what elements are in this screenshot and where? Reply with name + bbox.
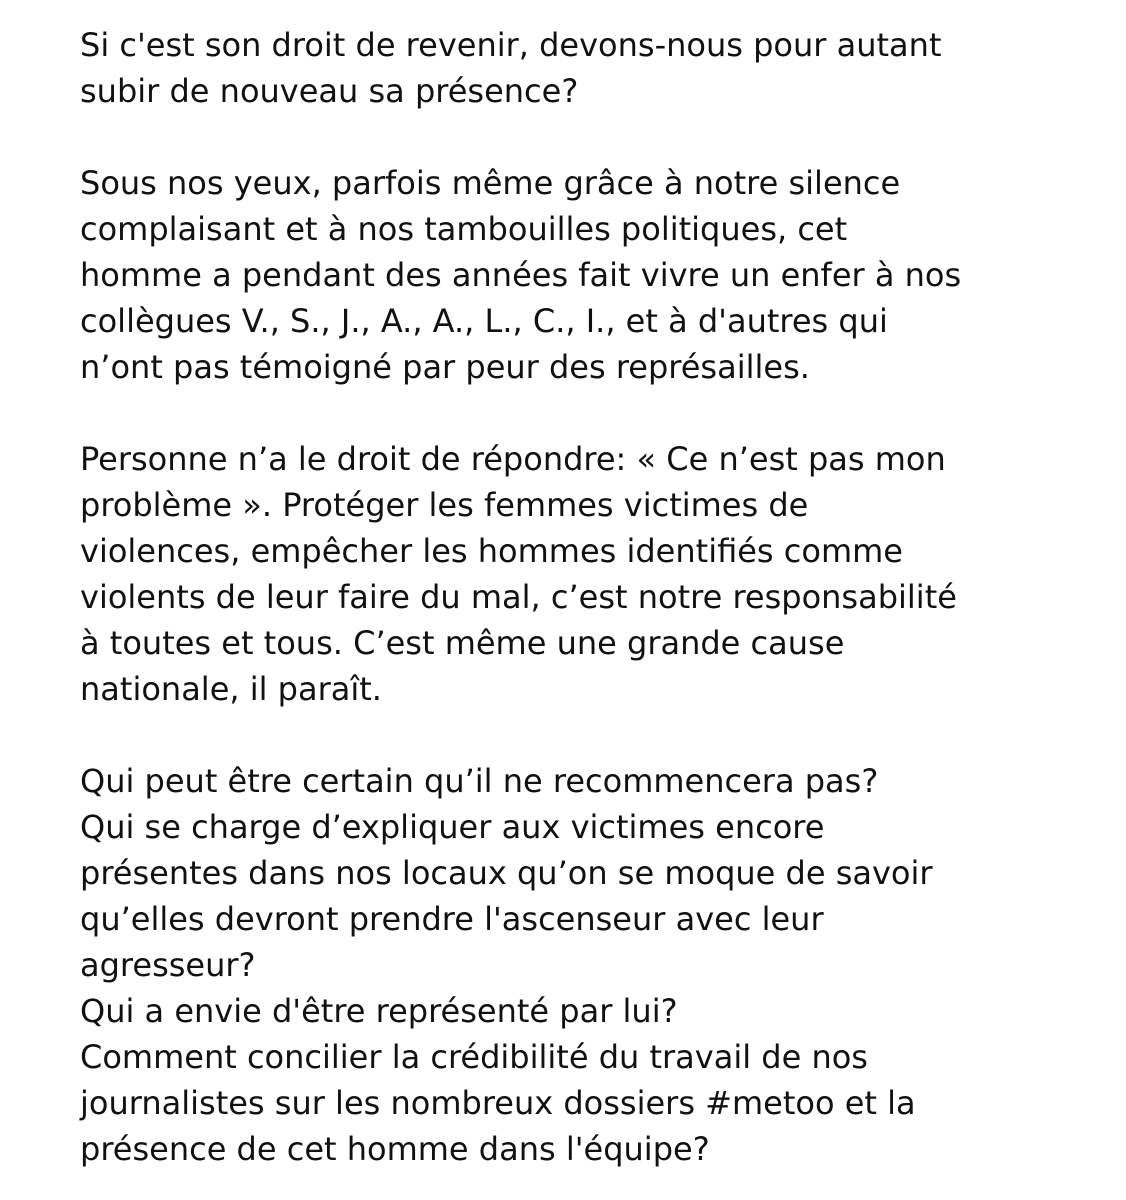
text-line: collègues V., S., J., A., A., L., C., I., et à d'autres qui — [80, 302, 888, 340]
text-line: Qui se charge d’expliquer aux victimes encore — [80, 808, 825, 846]
text-line: complaisant et à nos tambouilles politiques, cet — [80, 210, 848, 248]
text-line: homme a pendant des années fait vivre un enfer à nos — [80, 256, 962, 294]
text-line: présence de cet homme dans l'équipe? — [80, 1130, 710, 1168]
paragraph-3 — [80, 436, 1110, 712]
text-line: subir de nouveau sa présence? — [80, 72, 579, 110]
text-line: Comment concilier la crédibilité du travail de nos — [80, 1038, 868, 1076]
text-line: Qui a envie d'être représenté par lui? — [80, 992, 678, 1030]
paragraph-4 — [80, 758, 1110, 1172]
text-line: Si c'est son droit de revenir, devons-nous pour autant — [80, 26, 942, 64]
text-line: nationale, il paraît. — [80, 670, 382, 708]
text-line: n’ont pas témoigné par peur des représailles. — [80, 348, 810, 386]
text-line: violences, empêcher les hommes identifiés comme — [80, 532, 903, 570]
text-line: problème ». Protéger les femmes victimes de — [80, 486, 809, 524]
paragraph-2 — [80, 160, 1110, 390]
text-line: à toutes et tous. C’est même une grande cause — [80, 624, 845, 662]
text-line: journalistes sur les nombreux dossiers #metoo et la — [80, 1084, 916, 1122]
text-line: Qui peut être certain qu’il ne recommencera pas? — [80, 762, 879, 800]
text-line: violents de leur faire du mal, c’est notre responsabilité — [80, 578, 957, 616]
text-line: présentes dans nos locaux qu’on se moque de savoir — [80, 854, 933, 892]
text-line: Personne n’a le droit de répondre: « Ce n’est pas mon — [80, 440, 946, 478]
text-line: qu’elles devront prendre l'ascenseur avec leur — [80, 900, 824, 938]
document-body — [80, 22, 1110, 1172]
paragraph-1 — [80, 22, 1110, 114]
text-line: Sous nos yeux, parfois même grâce à notre silence — [80, 164, 901, 202]
text-line: agresseur? — [80, 946, 256, 984]
